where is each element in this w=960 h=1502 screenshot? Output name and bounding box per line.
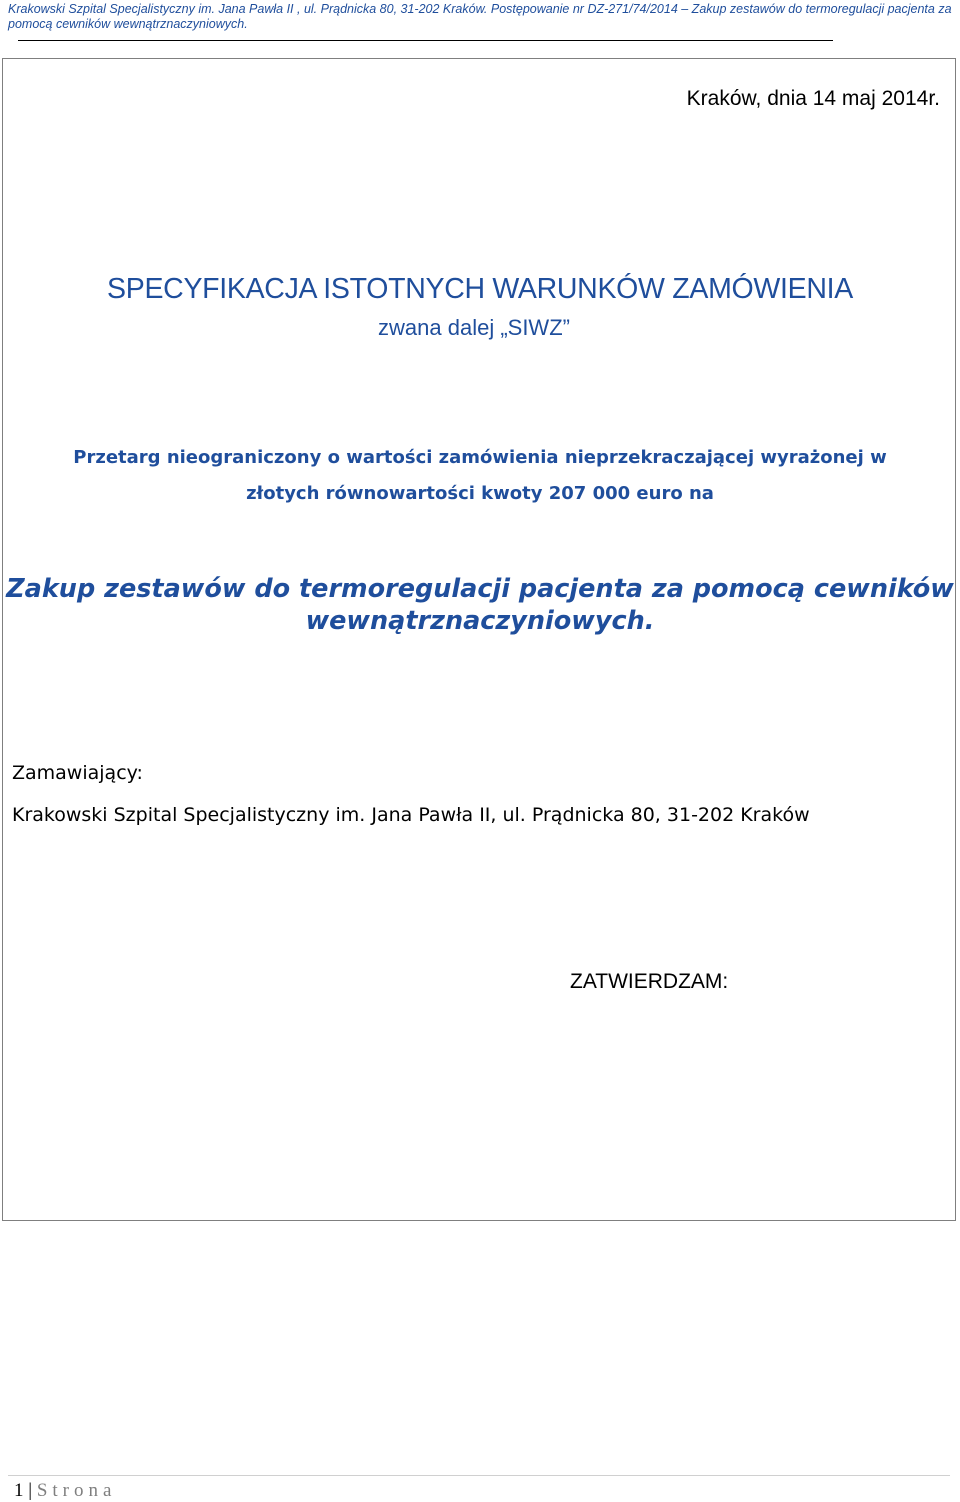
buyer-label: Zamawiający: <box>12 762 143 784</box>
page-footer <box>14 1480 116 1502</box>
running-header: Krakowski Szpital Specjalistyczny im. Jana Pawła II , ul. Prądnicka 80, 31-202 Kraków. Postępowanie nr DZ-271/74/2014 – Zakup zestawów do termoregulacji pacjenta za pomocą cewników wewnątrznaczyniowych. <box>8 2 952 31</box>
procurement-subject <box>0 573 960 637</box>
buyer-name: Krakowski Szpital Specjalistyczny im. Jana Pawła II, ul. Prądnicka 80, 31-202 Kraków <box>12 804 810 826</box>
footer-separator: | <box>28 1480 33 1501</box>
header-divider <box>18 40 833 41</box>
page-number: 1 <box>14 1480 24 1501</box>
tender-line-1: Przetarg nieograniczony o wartości zamówienia nieprzekraczającej wyrażonej w <box>73 447 887 468</box>
approval-label: ZATWIERDZAM: <box>570 970 729 993</box>
document-date: Kraków, dnia 14 maj 2014r. <box>686 87 940 110</box>
document-subtitle: zwana dalej „SIWZ” <box>378 315 570 340</box>
tender-line-2: złotych równowartości kwoty 207 000 euro na <box>246 483 714 504</box>
footer-page-word: Strona <box>36 1480 117 1501</box>
document-frame <box>2 58 956 1221</box>
tender-description <box>20 440 940 512</box>
subject-line-1: Zakup zestawów do termoregulacji pacjenta za pomocą cewników <box>6 574 954 604</box>
subject-line-2: wewnątrznaczyniowych. <box>305 606 655 636</box>
document-title: SPECYFIKACJA ISTOTNYCH WARUNKÓW ZAMÓWIENIA <box>107 273 853 305</box>
footer-divider <box>8 1475 950 1476</box>
